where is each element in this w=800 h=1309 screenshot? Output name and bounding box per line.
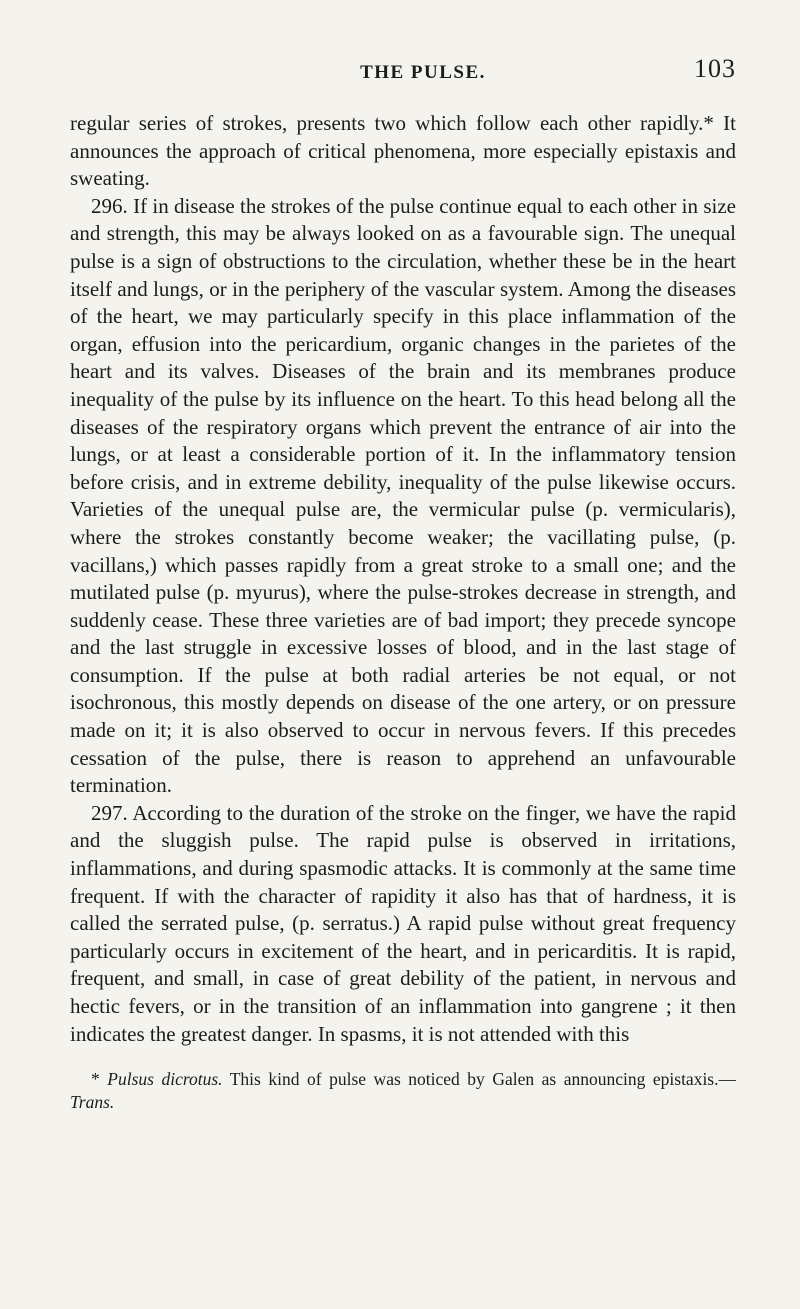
paragraph-continuation: regular series of strokes, presents two which follow each other rapidly.* It announces the approach of critical phenomena, more especially epistaxis and sweating. — [70, 111, 736, 191]
footnote-marker: * — [91, 1069, 108, 1090]
running-head — [70, 54, 736, 96]
footnote-term: Pulsus dicrotus. — [107, 1069, 223, 1090]
body-text — [70, 110, 736, 1048]
running-title: THE PULSE. — [360, 62, 486, 83]
footnote-text: This kind of pulse was noticed by Galen as announcing epistaxis.— — [222, 1069, 736, 1090]
footnote — [70, 1068, 736, 1114]
paragraph-296: 296. If in disease the strokes of the pulse continue equal to each other in size and strength, this may be always looked on as a favourable sign. The unequal pulse is a sign of obstructions to the circulation, whether these be in the heart itself and lungs, or in the periphery of the vascular system. Among the diseases of the heart, we may particularly specify in this place inflammation of the organ, effusion into the pericardium, organic changes in the parietes of the heart and its valves. Diseases of the brain and its membranes produce inequality of the pulse by its influence on the heart. To this head belong all the diseases of the respiratory organs which prevent the entrance of air into the lungs, or at least a considerable portion of it. In the inflammatory tension before crisis, and in extreme debility, inequality of the pulse likewise occurs. Varieties of the unequal pulse are, the vermicular pulse (p. vermicularis), where the strokes constantly become weaker; the vacillating pulse, (p. vacillans,) which passes rapidly from a great stroke to a small one; and the mutilated pulse (p. myurus), where the pulse-strokes decrease in strength, and suddenly cease. These three varieties are of bad import; they precede syncope and the last struggle in excessive losses of blood, and in the last stage of consumption. If the pulse at both radial arteries be not equal, or not isochronous, this mostly depends on disease of the one artery, or on pressure made on it; it is also observed to occur in nervous fevers. If this precedes cessation of the pulse, there is reason to apprehend an unfavourable termination. — [70, 193, 736, 798]
page-number: 103 — [694, 54, 736, 83]
paragraph-297: 297. According to the duration of the stroke on the finger, we have the rapid and the sluggish pulse. The rapid pulse is observed in irritations, inflammations, and during spasmodic attacks. It is commonly at the same time frequent. If with the character of rapidity it also has that of hardness, it is called the serrated pulse, (p. serratus.) A rapid pulse without great frequency particularly occurs in excitement of the heart, and in pericarditis. It is rapid, frequent, and small, in case of great debility of the patient, in nervous and hectic fevers, or in the transition of an inflammation into gangrene ; it then indicates the greatest danger. In spasms, it is not attended with this — [70, 800, 736, 1046]
footnote-credit: Trans. — [70, 1092, 115, 1113]
